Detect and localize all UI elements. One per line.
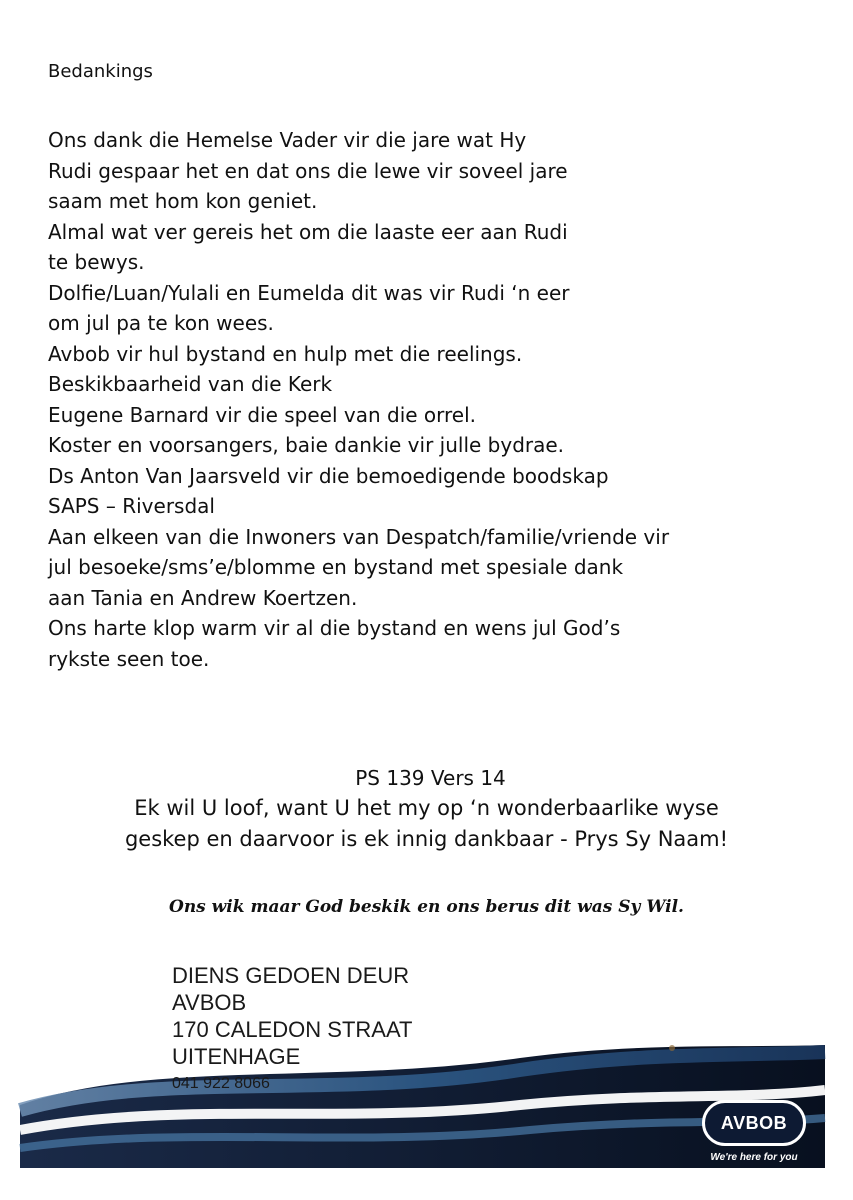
text-line: rykste seen toe. — [48, 646, 210, 671]
psalm-verse-line: geskep en daarvoor is ek innig dankbaar - Prys Sy Naam! — [124, 827, 729, 851]
service-line: DIENS GEDOEN DEUR — [172, 963, 410, 988]
motto-script: Ons wik maar God beskik en ons berus dit was Sy Wil. — [169, 897, 684, 917]
text-line: Eugene Barnard vir die speel van die orrel. — [48, 402, 477, 427]
text-line: Avbob vir hul bystand en hulp met die reelings. — [48, 341, 523, 366]
text-line: aan Tania en Andrew Koertzen. — [48, 585, 358, 610]
text-line: om jul pa te kon wees. — [48, 311, 274, 335]
psalm-reference: PS 139 Vers 14 — [355, 766, 506, 790]
text-line: saam met hom kon geniet. — [48, 189, 318, 213]
text-line: Koster en voorsangers, baie dankie vir julle bydrae. — [48, 433, 565, 457]
psalm-block — [0, 763, 853, 855]
avbob-logo-badge: AVBOB — [702, 1100, 806, 1146]
avbob-logo — [698, 1100, 810, 1163]
acknowledgements-body — [48, 125, 828, 674]
text-line: SAPS – Riversdal — [48, 494, 215, 518]
service-address: 170 CALEDON STRAAT — [172, 1017, 413, 1042]
service-company: AVBOB — [172, 990, 247, 1015]
logo-tagline: We're here for you — [710, 1152, 798, 1163]
service-town: UITENHAGE — [172, 1044, 301, 1069]
service-details — [172, 962, 412, 1098]
text-line: Ons dank die Hemelse Vader vir die jare wat Hy — [48, 128, 527, 152]
text-line: Dolfie/Luan/Yulali en Eumelda dit was vir Rudi ‘n eer — [48, 280, 570, 305]
text-line: Beskikbaarheid van die Kerk — [48, 372, 333, 396]
psalm-verse-line: Ek wil U loof, want U het my op ‘n wonderbaarlike wyse — [134, 796, 719, 820]
text-line: te bewys. — [48, 250, 145, 274]
text-line: Rudi gespaar het en dat ons die lewe vir soveel jare — [48, 158, 568, 183]
text-line: Ons harte klop warm vir al die bystand en wens jul God’s — [48, 616, 621, 640]
text-line: Almal wat ver gereis het om die laaste eer aan Rudi — [48, 219, 568, 244]
page-heading: Bedankings — [48, 61, 153, 82]
text-line: Aan elkeen van die Inwoners van Despatch/familie/vriende vir — [48, 524, 670, 549]
text-line: Ds Anton Van Jaarsveld vir die bemoedigende boodskap — [48, 463, 609, 488]
text-line: jul besoeke/sms’e/blomme en bystand met spesiale dank — [48, 555, 624, 579]
service-phone: 041 922 8066 — [172, 1075, 270, 1092]
